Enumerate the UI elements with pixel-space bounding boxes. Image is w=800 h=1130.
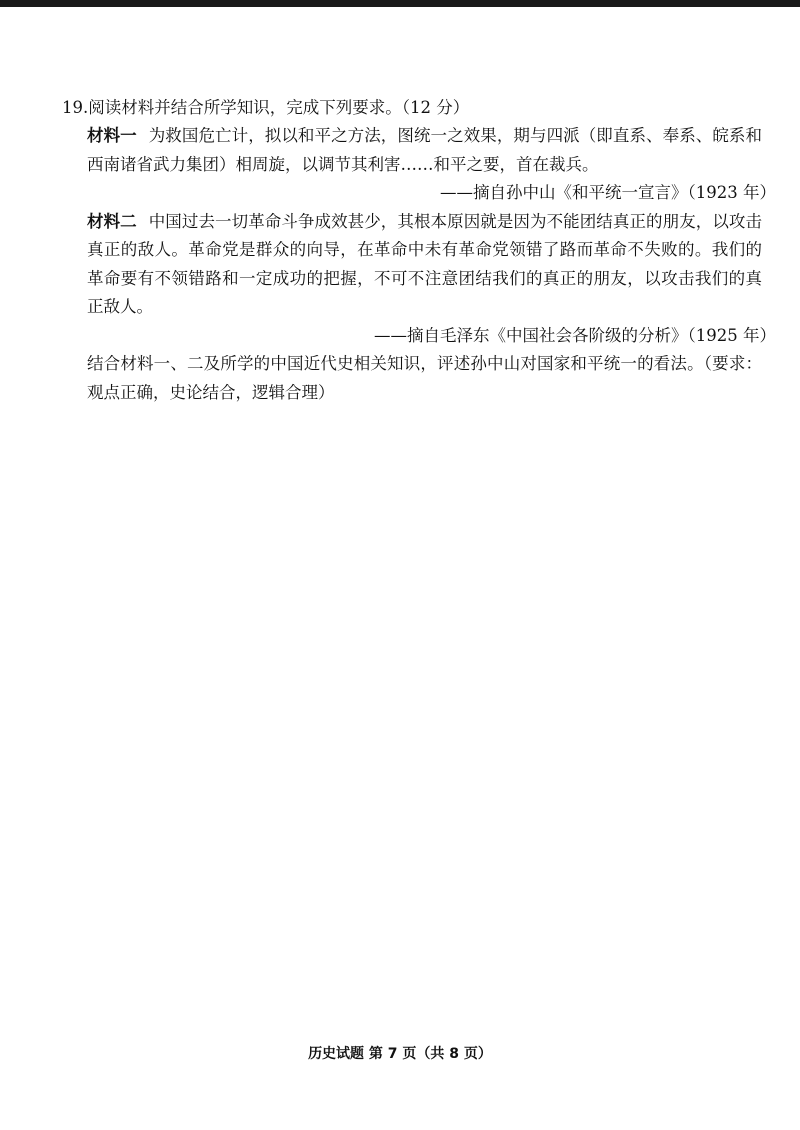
material-2-label: 材料二 [87, 211, 137, 231]
page-footer: 历史试题 第 7 页（共 8 页） [308, 1046, 492, 1062]
material-2 [87, 208, 762, 322]
top-border-rule [0, 0, 800, 7]
material-1-label: 材料一 [87, 126, 137, 145]
material-1-text: 为救国危亡计，拟以和平之方法，图统一之效果，期与四派（即直系、奉系、皖系和西南诸省武力集团）相周旋，以调节其利害……和平之要，首在裁兵。 [87, 126, 763, 174]
material-1 [87, 122, 762, 179]
material-1-citation: ——摘自孙中山《和平统一宣言》（1923 年） [440, 183, 776, 202]
question-prompt: 阅读材料并结合所学知识，完成下列要求。（12 分） [88, 98, 470, 117]
material-2-text: 中国过去一切革命斗争成效甚少，其根本原因就是因为不能团结真正的朋友，以攻击真正的敌人。革命党是群众的向导，在革命中未有革命党领错了路而革命不失败的。我们的革命要有不领错路和一定成功的把握，不可不注意团结我们的真正的朋友，以攻击我们的真正敌人。 [87, 211, 763, 316]
question-number: 19. [62, 98, 89, 117]
question-19 [62, 94, 776, 424]
question-heading [62, 94, 762, 122]
task-instruction: 结合材料一、二及所学的中国近代史相关知识，评述孙中山对国家和平统一的看法。（要求：观点正确，史论结合，逻辑合理） [87, 354, 762, 402]
material-2-citation: ——摘自毛泽东《中国社会各阶级的分析》（1925 年） [374, 325, 776, 345]
